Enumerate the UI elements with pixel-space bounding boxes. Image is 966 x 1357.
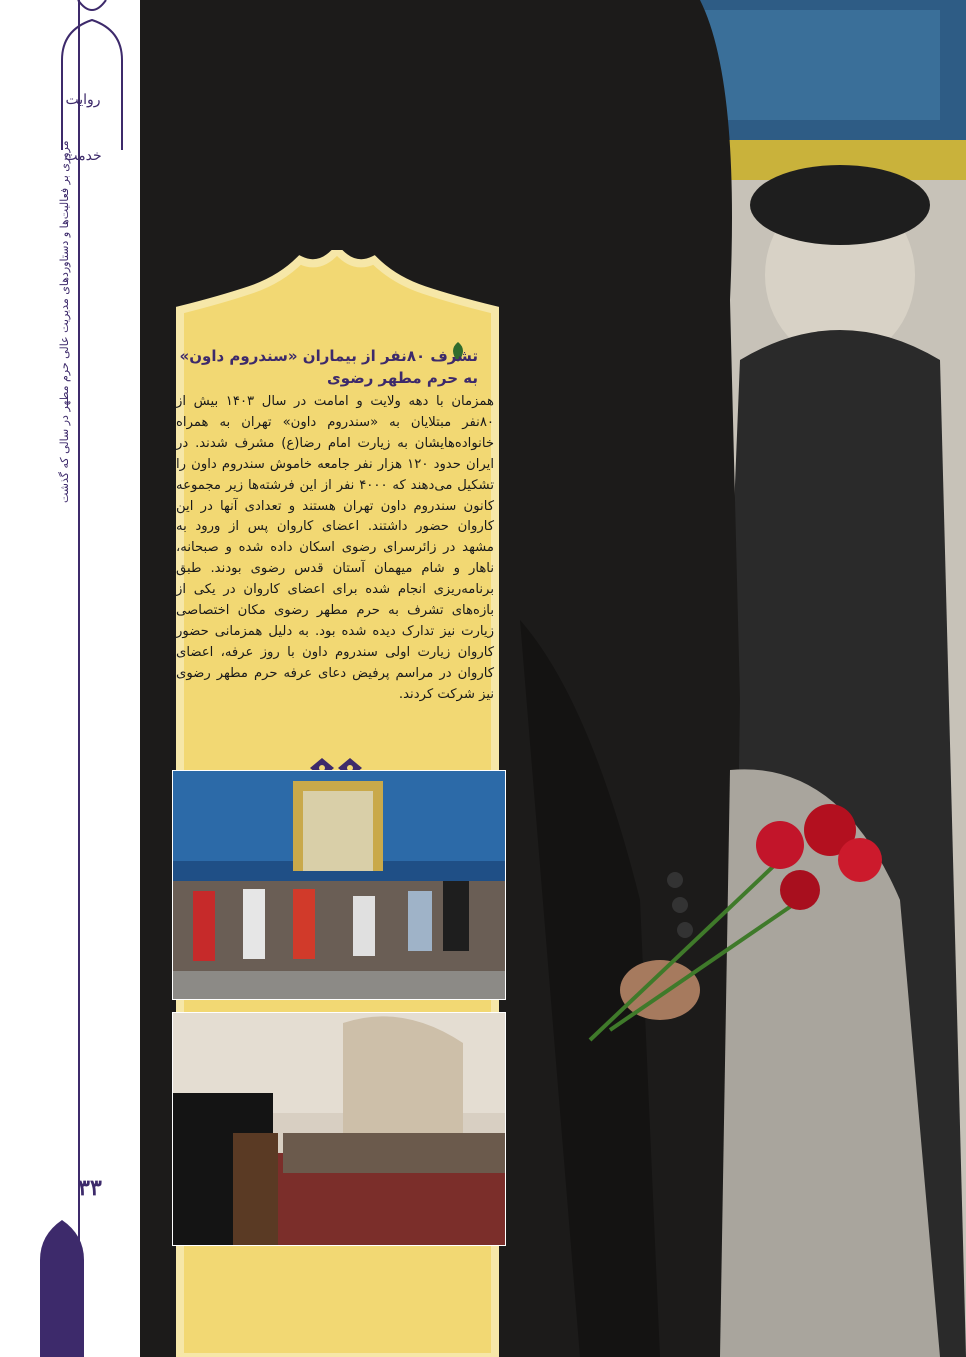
- magazine-logo: روایت خدمت: [64, 92, 102, 164]
- article-headline: تشرف ۸۰نفر از بیماران «سندروم داون» به حرم مطهر رضوی: [179, 347, 478, 387]
- photo-ceremony-hall: [172, 1012, 506, 1246]
- article-body: همزمان با دهه ولایت و امامت در سال ۱۴۰۳ بیش از ۸۰نفر مبتلایان به «سندروم داون» تهران به همراه خانواده‌هایشان به زیارت امام رضا(ع) مشرف شدند. در ایران حدود ۱۲۰ هزار نفر جامعه خاموش سندروم داون را تشکیل می‌دهند که ۴۰۰۰ نفر از این فرشته‌ها زیر مجموعه کانون سندروم داون تهران هستند و تعدادی آنها در این کاروان حضور داشتند. اعضای کاروان پس از ورود به مشهد در زائرسرای رضوی اسکان داده شده و صبحانه، ناهار و شام میهمان آستان قدس رضوی بودند. طبق برنامه‌ریزی انجام شده برای اعضای کاروان در یکی از بازه‌های تشرف به حرم مطهر رضوی مکان اختصاصی زیارت نیز تدارک دیده شده بود. به دلیل همزمانی حضور کاروان زیارت اولی سندروم داون با روز عرفه، اعضای کاروان در مراسم پرفیض دعای عرفه حرم مطهر رضوی نیز شرکت کردند.: [176, 394, 494, 702]
- page-number: ۳۳: [78, 1175, 102, 1201]
- bottom-tab-ornament: [40, 1220, 84, 1357]
- side-caption: مروری بر فعالیت‌ها و دستاوردهای مدیریت عالی حرم مطهر در سالی که گذشت: [58, 140, 71, 503]
- photo-group-at-shrine: [172, 770, 506, 1000]
